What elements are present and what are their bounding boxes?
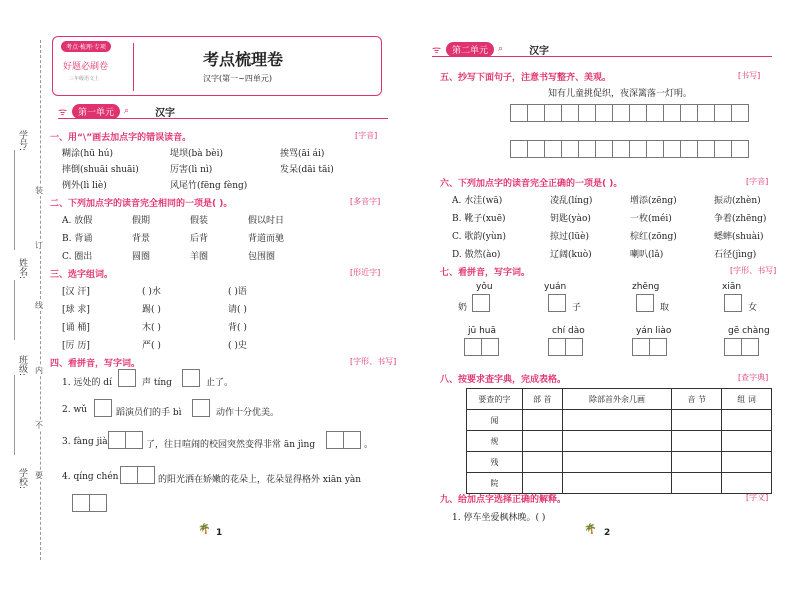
s6-option: 凌乱(líng): [550, 196, 593, 206]
s4-q3-a: 3. fàng jià: [62, 437, 108, 447]
write-grid[interactable]: [724, 294, 741, 312]
s4-q3-c: 。: [364, 440, 374, 450]
table-header: 除部首外余几画: [562, 389, 672, 410]
s9-tag: [字义]: [746, 493, 769, 502]
cut-char: 要: [35, 471, 43, 480]
table-cell[interactable]: [522, 410, 562, 431]
s4-q1-a: 1. 远处的 dí: [62, 378, 112, 388]
s2-option: 假装: [190, 216, 209, 226]
cut-char: 订: [35, 241, 43, 250]
s1-item: 堤坝(bà bèi): [170, 149, 223, 159]
table-char: 院: [467, 473, 523, 494]
write-grid[interactable]: [108, 431, 142, 449]
table-header: 音 节: [672, 389, 722, 410]
s4-q2-a: 2. wǔ: [62, 405, 87, 415]
s7-pinyin: chí dào: [552, 326, 585, 336]
table-header: 组 词: [722, 389, 772, 410]
s2-option: A. 放假: [62, 216, 93, 226]
binding-margin: [0, 0, 52, 589]
s2-option: 圆圈: [132, 252, 151, 262]
cut-char: 不: [35, 421, 43, 430]
s4-q1-b: 声 tíng: [142, 378, 172, 388]
s2-option: B. 背诵: [62, 234, 93, 244]
school-label: 学校:: [17, 468, 27, 490]
s7-char: 子: [572, 303, 582, 313]
s4-title: 四、看拼音，写字词。: [50, 359, 141, 369]
s3-blank[interactable]: 背( ): [228, 323, 247, 333]
s6-option: 蟋蟀(shuài): [714, 232, 764, 242]
s2-option: 背道而驰: [248, 234, 285, 244]
unit2-title: 汉字: [529, 45, 550, 57]
s6-option: D. 傲然(ào): [452, 250, 501, 260]
cut-char: 线: [35, 301, 43, 310]
s7-pinyin: yán liào: [636, 326, 672, 336]
table-cell[interactable]: [522, 452, 562, 473]
s7-pinyin: zhēng: [632, 282, 660, 292]
s5-tag: [书写]: [738, 71, 761, 80]
s3-tag: [形近字]: [350, 268, 381, 277]
s6-option: 辽阔(kuò): [550, 250, 592, 260]
s3-pair: [厉 历]: [62, 341, 90, 351]
s3-blank[interactable]: 踢( ): [142, 305, 161, 315]
s6-option: 钥匙(yào): [550, 214, 591, 224]
s7-title: 七、看拼音，写字词。: [440, 268, 531, 278]
s8-title: 八、按要求查字典，完成表格。: [440, 375, 567, 385]
table-row: [467, 431, 772, 452]
brand-subtitle: 三年级语文上: [69, 76, 100, 82]
s1-item: 摔倒(shuāi shuāi): [62, 165, 139, 175]
magnifier-icon: ⌕: [124, 106, 130, 116]
signal-icon: ᯤ: [432, 45, 442, 56]
s6-option: 振动(zhèn): [714, 196, 761, 206]
s6-option: C. 歌韵(yùn): [452, 232, 506, 242]
name-label: 姓名:: [17, 258, 27, 280]
table-cell[interactable]: [562, 452, 672, 473]
s5-title: 五、抄写下面句子，注意书写整齐、美观。: [440, 73, 612, 83]
s4-tag: [字形、书写]: [350, 357, 397, 366]
table-cell[interactable]: [562, 473, 672, 494]
cut-char: 内: [35, 366, 43, 375]
s6-option: 石径(jìng): [714, 250, 757, 260]
write-grid[interactable]: [94, 399, 111, 417]
s6-option: 喇叭(lǎ): [630, 250, 664, 260]
s6-option: 掠过(lüè): [550, 232, 590, 242]
s7-char: 取: [660, 303, 670, 313]
s2-tag: [多音字]: [350, 197, 381, 206]
s3-blank[interactable]: 木( ): [142, 323, 161, 333]
copy-grid[interactable]: [510, 104, 748, 122]
s7-pinyin: jū huā: [468, 326, 496, 336]
s4-q3-b: 了，往日喧闹的校园突然变得非常 ān jìng: [146, 440, 316, 450]
s7-tag: [字形、书写]: [730, 266, 777, 275]
s3-pair: [诵 桶]: [62, 323, 90, 333]
write-grid[interactable]: [192, 399, 209, 417]
table-cell[interactable]: [722, 431, 772, 452]
s7-char: 女: [748, 303, 758, 313]
magnifier-icon: ⌕: [498, 44, 504, 54]
write-grid[interactable]: [72, 494, 106, 512]
s1-item: 例外(lì liè): [62, 181, 107, 191]
s1-item: 风尾竹(fēng fèng): [170, 181, 248, 191]
brand-name: 好题必刷卷: [63, 62, 109, 72]
s3-blank[interactable]: 请( ): [228, 305, 247, 315]
s1-item: 糊涂(hū hú): [62, 149, 114, 159]
unit1-banner: [58, 104, 175, 118]
dictionary-table: [466, 388, 772, 494]
s2-option: 后背: [190, 234, 209, 244]
write-grid[interactable]: [182, 369, 199, 387]
copy-grid[interactable]: [510, 140, 748, 158]
page-title: 考点梳理卷: [203, 50, 284, 69]
unit1-badge: 第一单元: [72, 104, 120, 119]
s2-title: 二、下列加点字的读音完全相同的一项是( )。: [50, 199, 233, 209]
s9-q1: 1. 停车坐爱枫林晚。( ): [452, 513, 546, 523]
s4-q4-b: 的阳光洒在娇嫩的花朵上，花朵显得格外 xiān yàn: [158, 475, 362, 485]
table-row: [467, 410, 772, 431]
s1-title: 一、用“\”画去加点字的错误读音。: [50, 133, 192, 143]
table-row: [467, 452, 772, 473]
write-grid[interactable]: [636, 294, 653, 312]
s4-q1-c: 止了。: [206, 378, 234, 388]
s6-option: 增添(zēng): [630, 196, 677, 206]
table-header: 要查的字: [467, 389, 523, 410]
s3-title: 三、选字组词。: [50, 270, 114, 280]
write-grid[interactable]: [548, 338, 582, 356]
page-number-2: 2: [604, 528, 611, 538]
table-char: 残: [467, 452, 523, 473]
s6-option: B. 靴子(xuē): [452, 214, 506, 224]
signal-icon: ᯤ: [58, 107, 68, 118]
s2-option: C. 圈出: [62, 252, 93, 262]
s1-tag: [字音]: [355, 131, 378, 140]
unit2-badge: 第二单元: [446, 42, 494, 57]
s7-pinyin: gē chàng: [728, 326, 770, 336]
table-cell[interactable]: [672, 473, 722, 494]
table-cell[interactable]: [562, 410, 672, 431]
s6-tag: [字音]: [746, 177, 769, 186]
s1-item: 发呆(dāi tāi): [280, 165, 334, 175]
class-label: 班级:: [17, 355, 27, 377]
table-cell[interactable]: [722, 473, 772, 494]
s6-option: 棕红(zōng): [630, 232, 677, 242]
table-char: 规: [467, 431, 523, 452]
s3-blank[interactable]: 严( ): [142, 341, 161, 351]
s2-option: 假以时日: [248, 216, 285, 226]
palm-icon: 🌴: [198, 524, 211, 535]
table-cell[interactable]: [672, 431, 722, 452]
s6-option: 一枚(méi): [630, 214, 672, 224]
s2-option: 包围圈: [248, 252, 276, 262]
write-grid[interactable]: [632, 338, 666, 356]
write-grid[interactable]: [118, 369, 135, 387]
s3-blank[interactable]: ( )水: [142, 287, 161, 297]
unit2-banner: [432, 42, 549, 56]
write-grid[interactable]: [326, 431, 360, 449]
s6-title: 六、下列加点字的读音完全正确的一项是( )。: [440, 179, 623, 189]
header-tagline: 考点·梳理·专项: [61, 41, 111, 52]
cut-char: 装: [35, 186, 43, 195]
s4-q2-c: 动作十分优美。: [216, 408, 280, 418]
write-grid[interactable]: [464, 338, 498, 356]
table-header: 部 首: [522, 389, 562, 410]
s6-option: A. 水洼(wā): [452, 196, 503, 206]
s9-title: 九、给加点字选择正确的解释。: [440, 495, 567, 505]
s2-option: 假期: [132, 216, 151, 226]
table-char: 闻: [467, 410, 523, 431]
header-box: [52, 36, 382, 96]
s6-option: 争着(zhēng): [714, 214, 767, 224]
write-grid[interactable]: [548, 294, 565, 312]
s8-tag: [查字典]: [738, 373, 769, 382]
s1-item: 厉害(lì nì): [170, 165, 213, 175]
s4-q4-a: 4. qíng chén: [62, 472, 119, 482]
s7-pinyin: xiān: [722, 282, 742, 292]
table-cell[interactable]: [722, 452, 772, 473]
table-cell[interactable]: [672, 452, 722, 473]
table-cell[interactable]: [522, 431, 562, 452]
s1-item: 挨骂(āi ái): [280, 149, 325, 159]
page-number-1: 1: [216, 528, 223, 538]
s4-q2-b: 蹈演员们的手 bì: [116, 408, 182, 418]
write-grid[interactable]: [120, 466, 154, 484]
palm-icon: 🌴: [584, 524, 597, 535]
s7-char: 奶: [458, 303, 468, 313]
unit1-title: 汉字: [155, 107, 176, 119]
table-cell[interactable]: [562, 431, 672, 452]
student-number-label: 学号:: [17, 130, 27, 152]
table-cell[interactable]: [522, 473, 562, 494]
write-grid[interactable]: [472, 294, 489, 312]
s2-option: 羊圈: [190, 252, 209, 262]
s7-pinyin: yǒu: [476, 282, 493, 292]
s7-pinyin: yuán: [544, 282, 567, 292]
s3-blank[interactable]: ( )语: [228, 287, 247, 297]
s3-pair: [汉 汗]: [62, 287, 90, 297]
table-cell[interactable]: [722, 410, 772, 431]
s2-option: 背景: [132, 234, 151, 244]
write-grid[interactable]: [724, 338, 758, 356]
page-subtitle: 汉字(第一~四单元): [203, 74, 272, 83]
s5-sentence: 知有儿童挑促织，夜深篱落一灯明。: [548, 89, 693, 99]
s3-blank[interactable]: ( )史: [228, 341, 247, 351]
table-cell[interactable]: [672, 410, 722, 431]
table-row: [467, 473, 772, 494]
s3-pair: [球 求]: [62, 305, 90, 315]
